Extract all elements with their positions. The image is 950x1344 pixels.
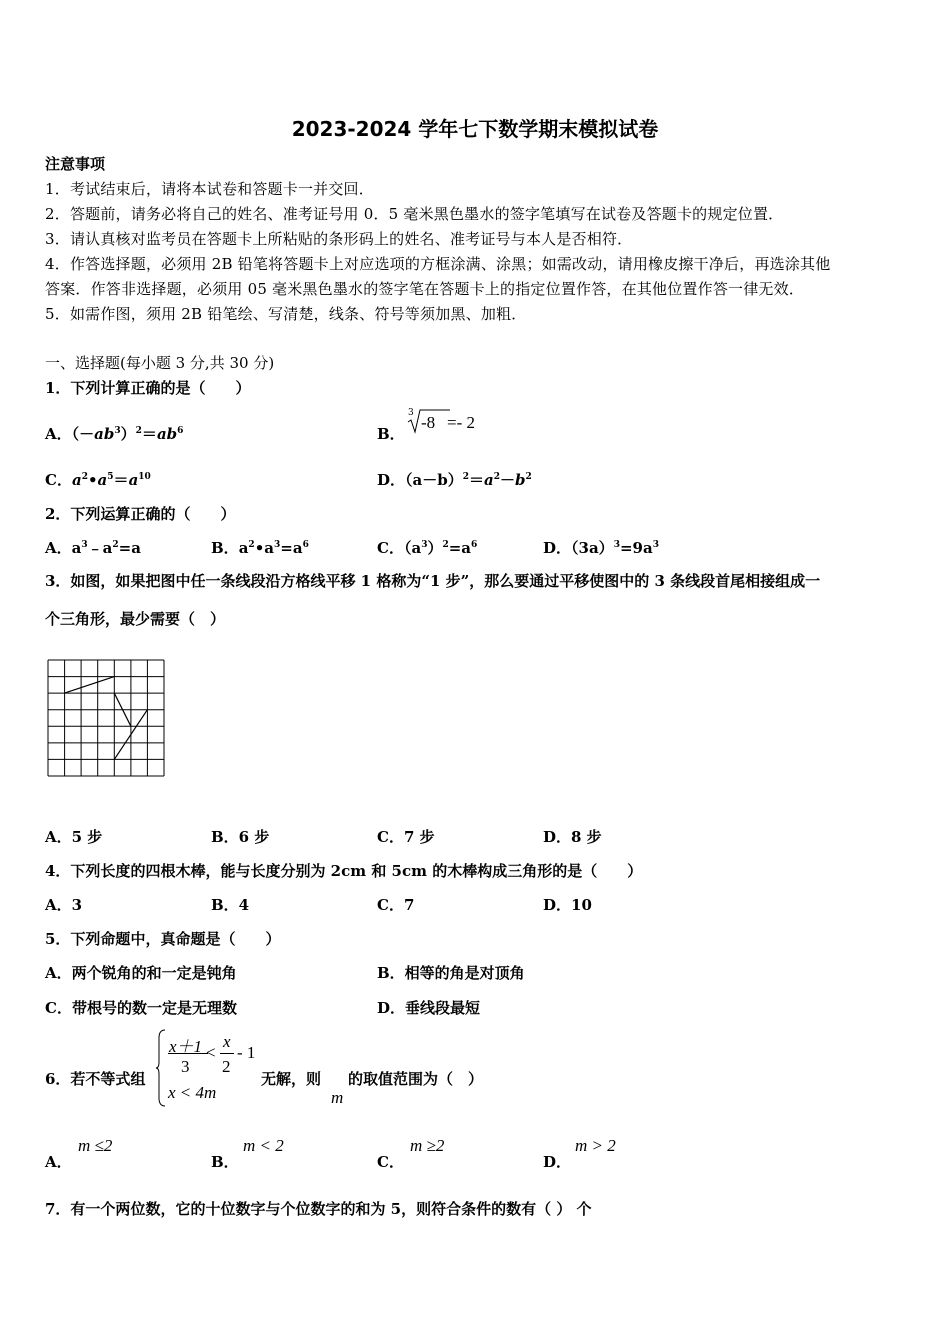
- option-d: D．$(3a)^3=9a^3$: [543, 539, 659, 557]
- option-c: C．7: [377, 896, 415, 914]
- option-d: D．垂线段最短: [377, 999, 481, 1017]
- option-c-label: C．: [377, 1153, 404, 1171]
- question-stem-cont: 个三角形，最少需要（ ）: [45, 610, 226, 628]
- option-b-math: 3 -8 =- 2: [404, 408, 514, 438]
- option-c: C．$(a^3)^2=a^6$: [377, 539, 478, 557]
- option-b-label: B．: [211, 1153, 239, 1171]
- notice-item: 2．答题前，请务必将自己的姓名、准考证号用 0．5 毫米黑色墨水的签字笔填写在试卷及答题卡的规定位置．: [45, 205, 784, 223]
- option-d-expr: m > 2: [575, 1136, 616, 1155]
- option-b: B．$a^2•a^3=a^6$: [211, 539, 309, 557]
- notice-item: 5．如需作图，须用 2B 铅笔绘、写清楚，线条、符号等须加黑、加粗．: [45, 305, 527, 323]
- option-b: B．6 步: [211, 828, 270, 846]
- option-a: A．3: [45, 896, 83, 914]
- inequality-system: x＋1 3 < x 2 - 1 x < 4m: [155, 1028, 265, 1108]
- option-c-expr: m ≥2: [410, 1136, 445, 1155]
- option-b-expr: m < 2: [243, 1136, 284, 1155]
- option-d: D．10: [543, 896, 592, 914]
- question-stem: 4．下列长度的四根木棒，能与长度分别为 2cm 和 5cm 的木棒构成三角形的是（ ）: [45, 862, 643, 880]
- option-a-label: A．: [45, 1153, 72, 1171]
- notice-item: 3．请认真核对监考员在答题卡上所粘贴的条形码上的姓名、准考证号与本人是否相符．: [45, 230, 633, 248]
- notice-item: 1．考试结束后，请将本试卷和答题卡一并交回．: [45, 180, 374, 198]
- question-stem: 3．如图，如果把图中任一条线段沿方格线平移 1 格称为“1 步”，那么要通过平移使图中的 3 条线段首尾相接组成一: [45, 572, 821, 590]
- notice-item: 答案．作答非选择题，必须用 05 毫米黑色墨水的签字笔在答题卡上的指定位置作答，在其他位置作答一律无效．: [45, 280, 805, 298]
- option-b: B．4: [211, 896, 250, 914]
- option-d-label: D．: [543, 1153, 572, 1171]
- option-a-expr: m ≤2: [78, 1136, 113, 1155]
- segment-1: [65, 677, 115, 694]
- option-c: C．$a^2•a^5=a^{10}$: [45, 471, 151, 489]
- question-stem: 5．下列命题中，真命题是（ ）: [45, 930, 281, 948]
- option-a: A．两个锐角的和一定是钝角: [45, 964, 237, 982]
- question-stem-end: 的取值范围为（ ）: [348, 1070, 484, 1088]
- option-a: A．$a^3﹣a^2=a$: [45, 539, 141, 557]
- option-a: A．5 步: [45, 828, 103, 846]
- option-d: D．$(a-b)^2=a^2-b^2$: [377, 471, 532, 489]
- section-heading: 一、选择题(每小题 3 分,共 30 分): [45, 354, 275, 372]
- option-d: D．8 步: [543, 828, 602, 846]
- question-stem: 7．有一个两位数，它的十位数字与个位数字的和为 5，则符合条件的数有（ ） 个: [45, 1200, 592, 1218]
- question-stem: 6．若不等式组: [45, 1070, 146, 1088]
- question-stem: 2．下列运算正确的（ ）: [45, 505, 236, 523]
- option-c: C．带根号的数一定是无理数: [45, 999, 237, 1017]
- option-b-label: B．: [377, 425, 405, 443]
- notice-item: 4．作答选择题，必须用 2B 铅笔将答题卡上对应选项的方框涂满、涂黑；如需改动，请用橡皮擦干净后，再选涂其他: [45, 255, 831, 273]
- brace-icon: [155, 1028, 167, 1108]
- grid-figure: [47, 659, 167, 779]
- option-a: A．$(-ab^3)^2=ab^6$: [45, 425, 184, 443]
- question-stem-mid: 无解，则: [261, 1070, 322, 1088]
- option-c: C．7 步: [377, 828, 435, 846]
- option-b: B．相等的角是对顶角: [377, 964, 525, 982]
- question-stem: 1．下列计算正确的是（ ）: [45, 379, 251, 397]
- notice-heading: 注意事项: [45, 155, 106, 173]
- page-title: 2023-2024 学年七下数学期末模拟试卷: [291, 117, 659, 141]
- variable-m: m: [331, 1088, 344, 1107]
